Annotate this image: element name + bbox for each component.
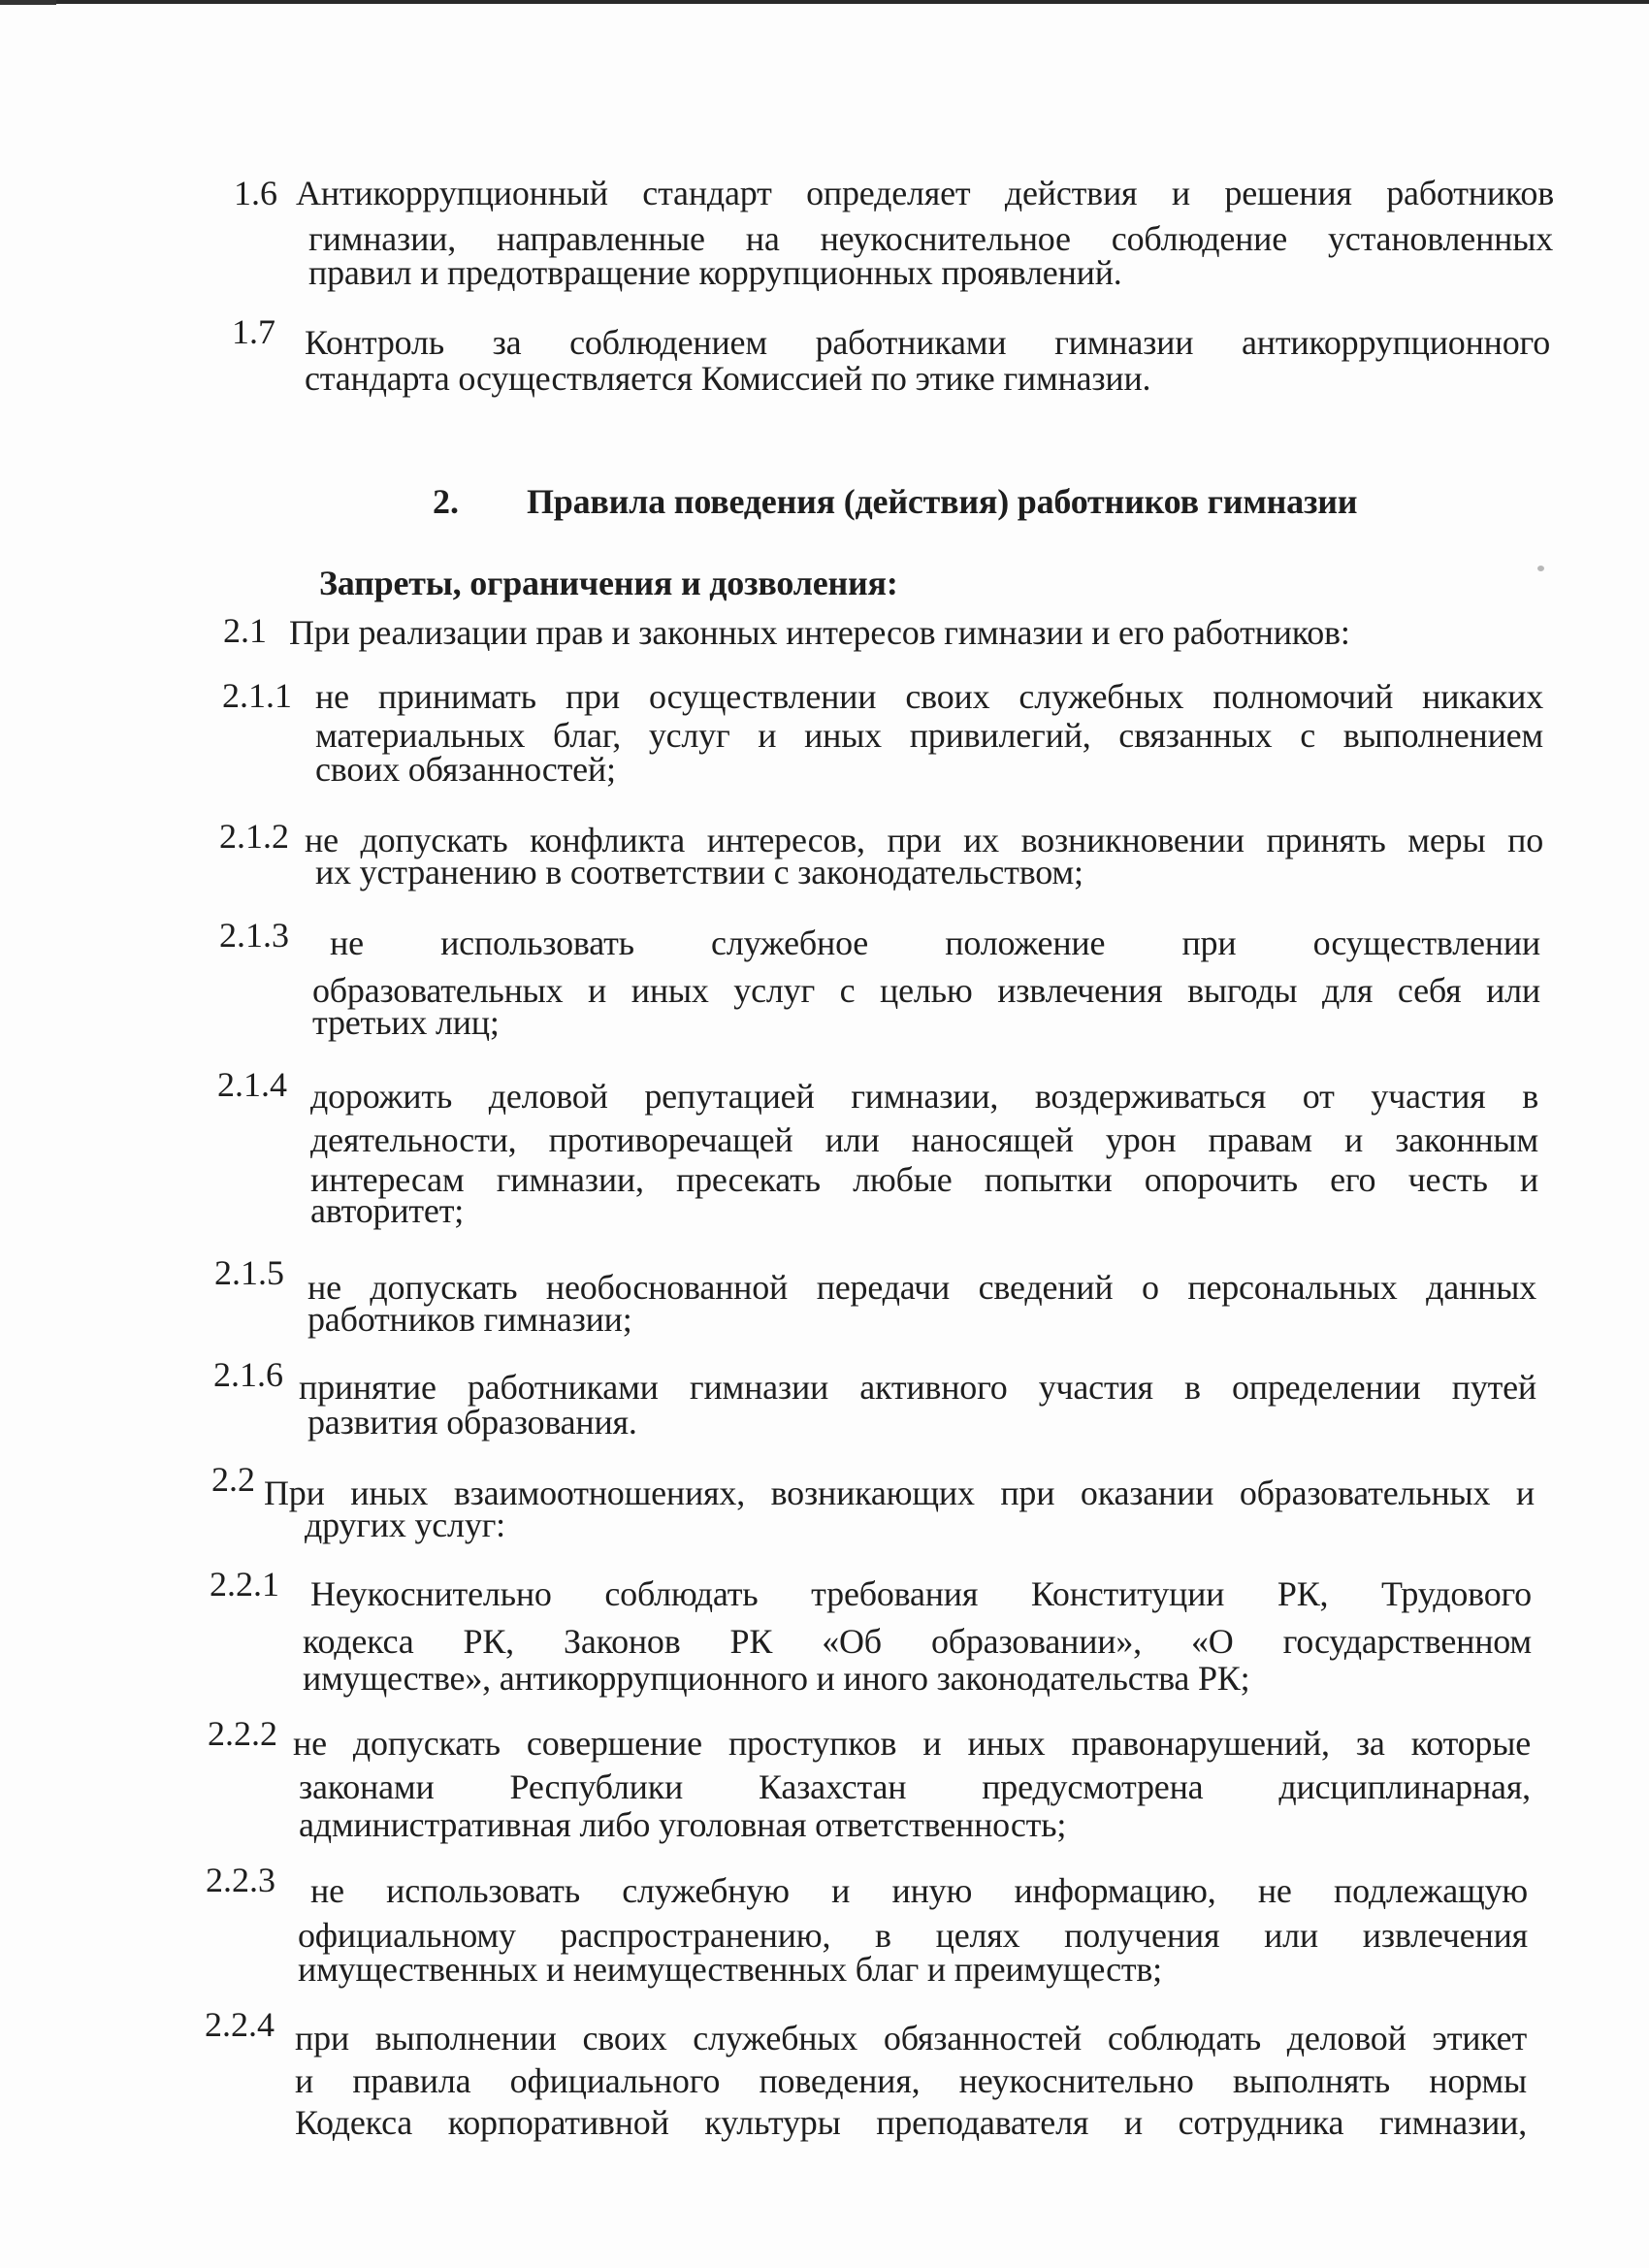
item-number: 1.7 [232, 312, 275, 351]
item-number: 2.2.3 [206, 1861, 275, 1899]
paragraph-line: официальному распространению, в целях получения или извлечения [298, 1916, 1528, 1955]
paragraph-line: деятельности, противоречащей или наносящей урон правам и законным [310, 1120, 1538, 1159]
item-number: 1.6 [234, 174, 277, 212]
paragraph-line: принятие работниками гимназии активного участия в определении путей [299, 1368, 1536, 1407]
paragraph-line: образовательных и иных услуг с целью извлечения выгоды для себя или [312, 971, 1540, 1010]
paragraph-line: работников гимназии; [307, 1300, 632, 1339]
paragraph-line: При иных взаимоотношениях, возникающих при оказании образовательных и [264, 1474, 1535, 1512]
paragraph-line: не принимать при осуществлении своих служебных полномочий никаких [315, 677, 1543, 716]
item-number: 2.1.4 [217, 1065, 287, 1104]
paragraph-line: авторитет; [310, 1191, 465, 1230]
paragraph-line: и правила официального поведения, неукоснительно выполнять нормы [295, 2061, 1527, 2100]
scan-edge-corner [0, 0, 56, 5]
paragraph-line: дорожить деловой репутацией гимназии, воздерживаться от участия в [310, 1077, 1538, 1116]
paragraph-line: их устранению в соответствии с законодательством; [315, 853, 1083, 891]
paragraph-line: законами Республики Казахстан предусмотрена дисциплинарная, [299, 1767, 1531, 1806]
section-subtitle: Запреты, ограничения и дозволения: [319, 564, 898, 602]
paragraph-line: не использовать служебную и иную информацию, не подлежащую [310, 1871, 1528, 1910]
item-number: 2.1.1 [222, 676, 292, 715]
paragraph-line: административная либо уголовная ответственность; [299, 1805, 1067, 1844]
item-number: 2.1.3 [219, 916, 289, 955]
paragraph-line: интересам гимназии, пресекать любые попытки опорочить его честь и [310, 1160, 1538, 1199]
paragraph-line: материальных благ, услуг и иных привилегий, связанных с выполнением [315, 716, 1543, 755]
section-title: Правила поведения (действия) работников гимназии [527, 482, 1358, 521]
paragraph-line: своих обязанностей; [315, 750, 616, 789]
item-number: 2.2.2 [208, 1714, 277, 1753]
item-number: 2.1.2 [219, 817, 289, 856]
paragraph-line: имущественных и неимущественных благ и преимуществ; [298, 1950, 1162, 1989]
paragraph-line: при выполнении своих служебных обязанностей соблюдать деловой этикет [295, 2019, 1527, 2057]
paragraph-line: не допускать необоснованной передачи сведений о персональных данных [307, 1268, 1536, 1307]
paragraph-line: Кодекса корпоративной культуры преподавателя и сотрудника гимназии, [295, 2103, 1527, 2142]
paragraph-line: имуществе», антикоррупционного и иного законодательства РК; [303, 1659, 1250, 1698]
item-number: 2.1 [223, 611, 267, 650]
clause-text: При реализации прав и законных интересов гимназии и его работников: [289, 613, 1350, 652]
item-number: 2.2 [211, 1460, 255, 1499]
paragraph-line: третьих лиц; [312, 1003, 500, 1042]
paragraph-line: гимназии, направленные на неукоснительное соблюдение установленных [308, 219, 1553, 258]
section-number: 2. [433, 482, 459, 521]
paragraph-line: других услуг: [305, 1506, 505, 1544]
scan-edge-top [0, 0, 1649, 4]
item-number: 2.1.5 [214, 1253, 284, 1292]
paragraph-line: развития образования. [307, 1403, 637, 1442]
paragraph-line: Антикоррупционный стандарт определяет действия и решения работников [296, 174, 1554, 212]
item-number: 2.2.4 [205, 2005, 275, 2044]
paragraph-line: кодекса РК, Законов РК «Об образовании», «О государственном [303, 1622, 1532, 1661]
paragraph-line: правил и предотвращение коррупционных проявлений. [308, 253, 1122, 292]
item-number: 2.2.1 [210, 1565, 279, 1604]
paragraph-line: Неукоснительно соблюдать требования Конституции РК, Трудового [310, 1574, 1532, 1613]
paragraph-line: не использовать служебное положение при осуществлении [330, 923, 1540, 962]
paragraph-line: не допускать конфликта интересов, при их возникновении принять меры по [305, 821, 1543, 859]
paragraph-line: не допускать совершение проступков и иных правонарушений, за которые [293, 1724, 1531, 1763]
scan-dust-speck [1537, 566, 1544, 571]
paragraph-line: стандарта осуществляется Комиссией по этике гимназии. [305, 359, 1151, 398]
paragraph-line: Контроль за соблюдением работниками гимназии антикоррупционного [305, 323, 1550, 362]
item-number: 2.1.6 [213, 1355, 283, 1394]
